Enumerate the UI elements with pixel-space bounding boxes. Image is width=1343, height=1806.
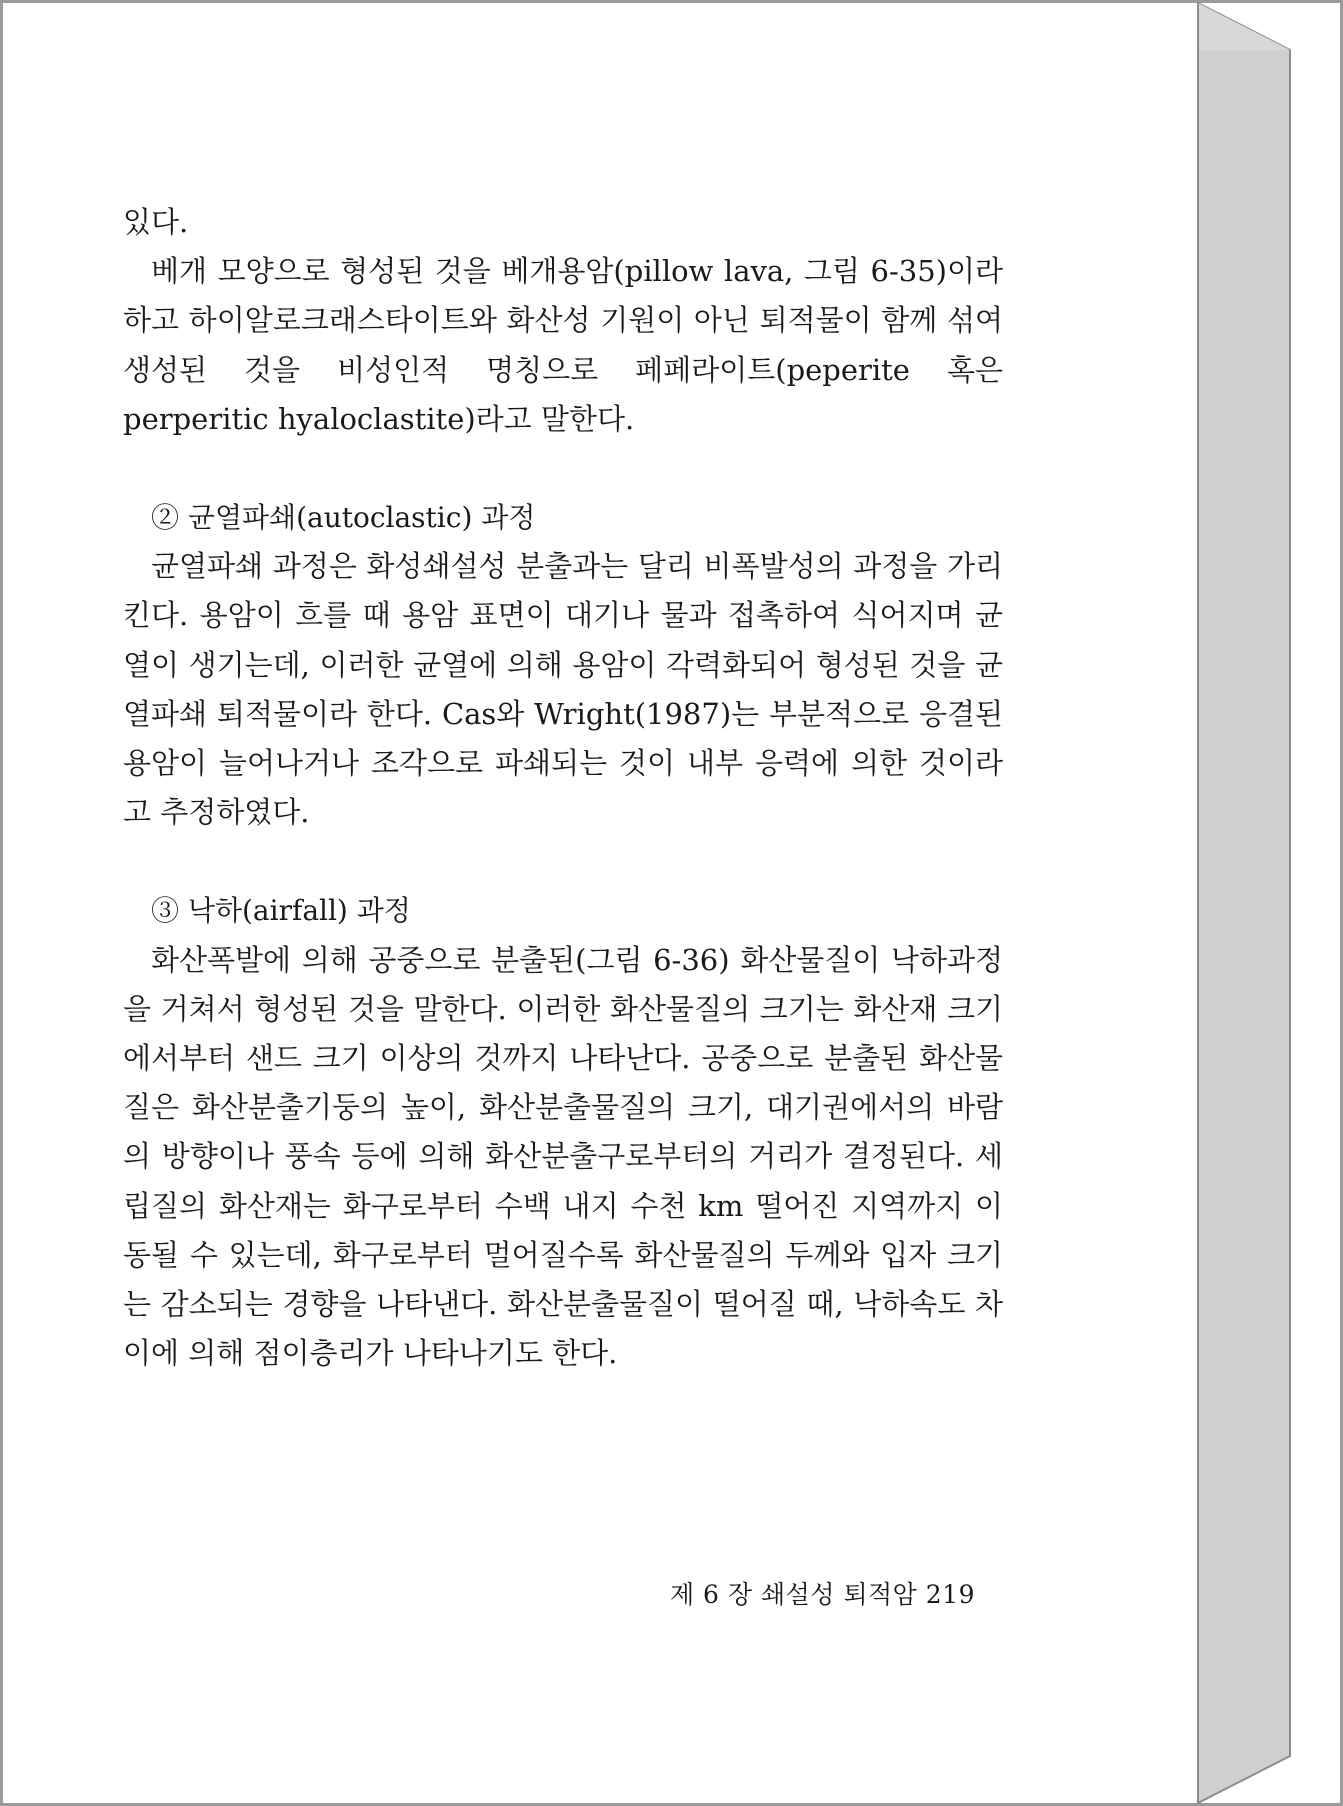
paragraph-autoclastic: 균열파쇄 과정은 화성쇄설성 분출과는 달리 비폭발성의 과정을 가리킨다. 용암이 흐를 때 용암 표면이 대기나 물과 접촉하여 식어지며 균열이 생기는데, 이러한 균열에 의해 용암이 각력화되어 형성된 것을 균열파쇄 퇴적물이라 한다. Cas와 Wright(1987)는 부분적으로 응결된 용암이 늘어나거나 조각으로 파쇄되는 것이 내부 응력에 의한 것이라고 추정하였다.: [123, 549, 1003, 830]
paragraph-airfall: 화산폭발에 의해 공중으로 분출된(그림 6-36) 화산물질이 낙하과정을 거쳐서 형성된 것을 말한다. 이러한 화산물질의 크기는 화산재 크기에서부터 샌드 크기 이상의 것까지 나타난다. 공중으로 분출된 화산물질은 화산분출기둥의 높이, 화산분출물질의 크기, 대기권에서의 바람의 방향이나 풍속 등에 의해 화산분출구로부터의 거리가 결정된다. 세립질의 화산재는 화구로부터 수백 내지 수천 km 떨어진 지역까지 이동될 수 있는데, 화구로부터 멀어질수록 화산물질의 두께와 입자 크기는 감소되는 경향을 나타낸다. 화산분출물질이 떨어질 때, 낙하속도 차이에 의해 점이층리가 나타나기도 한다.: [123, 942, 1003, 1371]
running-footer: 제 6 장 쇄설성 퇴적암 219: [669, 1580, 975, 1609]
section-heading-autoclastic: ② 균열파쇄(autoclastic) 과정: [151, 501, 536, 535]
page-body: [123, 198, 1003, 1378]
paragraph-pillow-lava: 베개 모양으로 형성된 것을 베개용암(pillow lava, 그림 6-35)이라 하고 하이알로크래스타이트와 화산성 기원이 아닌 퇴적물이 함께 섞여 생성된 것을 비성인적 명칭으로 페페라이트(peperite 혹은 perperitic hyaloclastite)라고 말한다.: [123, 254, 1003, 436]
section-heading-airfall: ③ 낙하(airfall) 과정: [151, 894, 411, 928]
continued-text: 있다.: [123, 205, 189, 239]
